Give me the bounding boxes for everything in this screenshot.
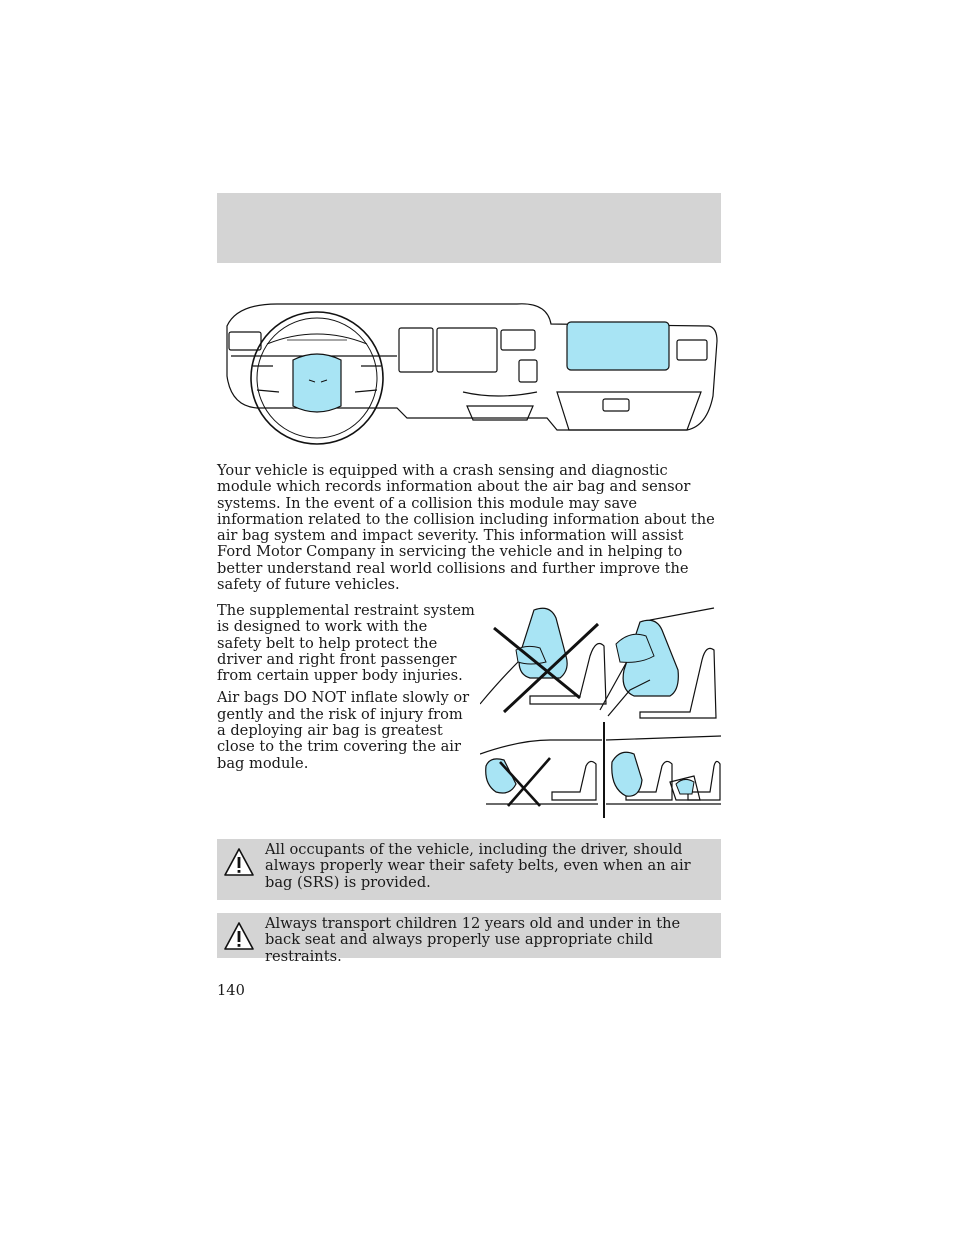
warning-text: Always transport children 12 years old and under in the back seat and always properly use appropriate child restraints.	[265, 915, 681, 965]
paragraph-srs: The supplemental restraint system is designed to work with the safety belt to help protect the driver and right front passenger from certain upper body injuries.	[217, 602, 475, 685]
warning-triangle-icon	[223, 846, 255, 878]
text-column	[217, 603, 475, 778]
child-seat-illustration	[480, 722, 721, 818]
dashboard-airbag-illustration	[217, 296, 721, 458]
occupant-position-illustration	[480, 600, 721, 720]
warning-safety-belts	[217, 839, 721, 900]
page-number: 140	[217, 982, 245, 999]
paragraph-inflation: Air bags DO NOT inflate slowly or gently and the risk of injury from a deploying air bag is greatest close to the trim covering the air bag module.	[217, 689, 470, 772]
warning-child-restraints	[217, 913, 721, 965]
section-header-band	[217, 193, 721, 263]
paragraph-crash-module: Your vehicle is equipped with a crash sensing and diagnostic module which records information about the air bag and sensor systems. In the event of a collision this module may save information related to the collision including information about the air bag system and impact severity. This information will assist Ford Motor Company in servicing the vehicle and in helping to better understand real world collisions and further improve the safety of future vehicles.	[217, 462, 715, 594]
warning-triangle-icon	[223, 920, 255, 952]
warning-text: All occupants of the vehicle, including the driver, should always properly wear their safety belts, even when an air bag (SRS) is provided.	[265, 841, 691, 891]
